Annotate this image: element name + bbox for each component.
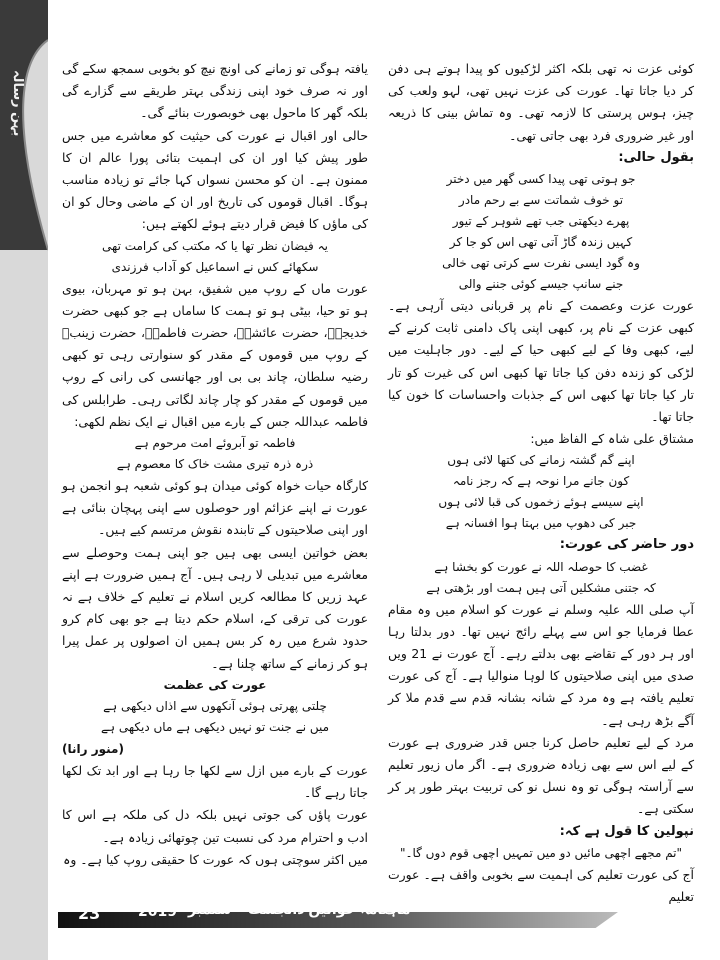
poem-block [62,236,368,278]
left-column [62,58,368,871]
poem-block [388,169,694,295]
decorative-swirl [0,0,48,960]
quote: "تم مجھے اچھی مائیں دو میں تمہیں اچھی قوم دوں گا۔" [399,845,683,860]
poem-line: غضب کا حوصلہ اللہ نے عورت کو بخشا ہے [434,559,648,574]
section-heading: عورت کی عظمت [163,677,267,692]
paragraph: آج کی عورت تعلیم کی اہمیت سے بخوبی واقف ہے۔ عورت تعلیم [388,866,694,905]
section-heading: نپولین کا قول ہے کہ: [559,823,694,839]
poem-line: جبر کی دھوپ میں بہتا ہوا افسانہ ہے [445,516,637,531]
poem-line: فاطمہ تو آبروئے امت مرحوم ہے [134,436,296,451]
section-heading: بقول حالی: [618,149,694,165]
magazine-name: ماہنامہ خواتین ڈائجسٹ [248,902,411,918]
paragraph: عورت پاؤں کی جوتی نہیں بلکہ دل کی ملکہ ہے اس کا ادب و احترام مرد کی نسبت تین چوتھائی زیادہ ہے۔ [62,807,368,845]
paragraph: عورت عزت وعصمت کے نام پر قربانی دیتی آرہی ہے۔ کبھی عزت کے نام پر، کبھی اپنی پاک دامنی ثابت کرنے کے لیے، کبھی وفا کے لیے کبھی حیا کے لیے۔ دور جاہلیت میں لڑکی کو زندہ دفن کیا جاتا تھا کبھی اس کی غیرت کو تار تار کیا جاتا تھا کبھی اس کے جذبات واحساسات کا خون کیا جاتا تھا۔ [388,298,694,425]
section-heading: دور حاضر کی عورت: [559,537,694,553]
paragraph: بعض خواتین ایسی بھی ہیں جو اپنی ہمت وحوصلے سے معاشرے میں تبدیلی لا رہی ہیں۔ آج ہمیں ضرورت ہے اپنے عہد زریں کا مطالعہ کریں اسلام نے تعلیم کے خلاف ہے نہ عورت کی ترقی کے، اسلام حکم دیتا ہے جو بھی کام کرو حدود شرع میں رہ کر بس ہمیں ان اصولوں پر عمل پیرا ہو کر زمانے کے ساتھ چلنا ہے۔ [62,544,368,671]
page-footer [0,888,720,960]
paragraph: کارگاہ حیات خواہ کوئی میدان ہو کوئی شعبہ ہو انجمن ہو عورت نے اپنے عزائم اور حوصلوں سے اپنی پہچان بنائی ہے اور اپنی صلاحیتوں کے تابندہ نقوش مرتسم کیے ہیں۔ [62,478,368,538]
paragraph: میں اکثر سوچتی ہوں کہ عورت کا حقیقی روپ کیا ہے۔ وہ [63,851,368,867]
poem-block [62,696,368,738]
paragraph: عورت کے بارے میں ازل سے لکھا جا رہا ہے اور ابد تک لکھا جاتا رہے گا۔ [62,763,368,801]
issue-year: 2019 [138,904,177,920]
poem-attribution: (منور رانا) [62,741,124,756]
poem-block [62,433,368,475]
poem-line: کہیں زندہ گاڑ آتی تھی اس کو جا کر [449,235,633,250]
poem-line: پھرے دیکھتی جب تھے شوہر کے تیور [452,214,630,229]
paragraph: کوئی عزت نہ تھی بلکہ اکثر لڑکیوں کو پیدا ہوتے ہی دفن کر دیا جاتا تھا۔ عورت کی عزت نہیں تھی، لہو ولعب کی چیز، ہوس پرستی کا لازمہ تھی۔ وہ تماش بینی کا ذریعہ اور غیر ضروری فرد بھی جاتی تھی۔ [388,61,694,143]
poem-line: اپنے سیسے ہوئے زخموں کی قبا لائی ہوں [438,495,644,510]
poem-line: تو خوف شماتت سے بے رحم مادر [458,193,624,208]
poem-block [388,557,694,599]
paragraph: حالی اور اقبال نے عورت کی حیثیت کو معاشرے میں جس طور پیش کیا اور ان کی اہمیت بتائی پورا عالم ان کا ممنون ہے۔ ان کو محسن نسواں کہا جائے تو زیادہ مناسب ہوگا۔ اقبال قوموں کی تاریخ اور ان کے ماضی وحال کو ان کی ماؤں کا فیض قرار دیتے ہوئے لکھتے ہیں: [62,127,368,232]
poem-line: جو ہوتی تھی پیدا کسی گھر میں دختر [446,172,636,187]
paragraph: عورت ماں کے روپ میں شفیق، بہن ہو تو مہربان، بیوی ہو تو حیا، بیٹی ہو تو ہمت کا ساماں ہے جو کبھی حضرت خدیجہؓ، حضرت عائشہؓ، حضرت فاطمہؓ، حضرت زینبؓ کے روپ میں قوموں کے مقدر کو سنوارتی رہی تو کبھی رضیہ سلطان، چاند بی بی اور جھانسی کی رانی کے روپ میں قوموں کے مقدر کو چار چاند لگاتی رہی۔ طرابلس کی فاطمہ عبداللہ جس کے بارے میں اقبال نے ایک نظم لکھی: [62,280,368,429]
page-number: 23 [78,904,101,923]
poem-line: میں نے جنت تو نہیں دیکھی ہے ماں دیکھی ہے [100,719,330,734]
poem-line: کہ جتنی مشکلیں آتی ہیں ہمت اور بڑھتی ہے [426,580,656,595]
paragraph: آپ صلی اللہ علیہ وسلم نے عورت کو اسلام میں وہ مقام عطا فرمایا جو اس سے پہلے رائج نہیں تھا۔ دور بدلتا رہا اور ہر دور کے تقاضے بھی بدلتے رہے۔ آج عورت نے 21 ویں صدی میں اپنی صلاحیتوں کا لوہا منوالیا ہے۔ آج کی عورت تعلیم یافتہ ہے وہ مرد کے شانہ بشانہ قدم سے قدم ملا کر آگے بڑھ رہی ہے۔ [388,601,694,728]
page-sidebar [0,0,48,960]
poem-line: ذرہ ذرہ تیری مشت خاک کا معصوم ہے [116,457,314,472]
paragraph: یافتہ ہوگی تو زمانے کی اونچ نیچ کو بخوبی سمجھ سکے گی اور نہ صرف خود اپنی زندگی بہتر طریقے سے گزارے گی بلکہ گھر کا ماحول بھی خوبصورت بنائے گی۔ [62,61,368,121]
paragraph: مرد کے لیے تعلیم حاصل کرنا جس قدر ضروری ہے عورت کے لیے اس سے بھی زیادہ ضروری ہے۔ اگر ماں زیور تعلیم سے آراستہ ہوگی تو وہ نسل نو کی تربیت بہتر طور پر کر سکتی ہے۔ [388,734,694,817]
poem-line: یہ فیضان نظر تھا یا کہ مکتب کی کرامت تھی [102,238,328,253]
paragraph: مشتاق علی شاہ کے الفاظ میں: [530,431,694,447]
poem-line: جنے سانپ جیسے کوئی جننے والی [458,277,624,292]
poem-block [388,450,694,534]
poem-line: سکھائے کس نے اسماعیل کو آداب فرزندی [111,259,319,274]
poem-line: اپنے گم گشتہ زمانے کی کتھا لائی ہوں [447,453,635,468]
poem-line: وہ گود ایسی نفرت سے کرتی تھی خالی [442,256,640,271]
sidebar-label: بہن رسالہ [10,70,25,137]
issue-month: ستمبر [188,902,232,918]
poem-line: چلتی پھرتی ہوئی آنکھوں سے اذاں دیکھی ہے [103,698,327,713]
right-column [388,58,694,908]
poem-line: کون جانے مرا نوحہ ہے کہ رجز نامہ [452,474,630,489]
